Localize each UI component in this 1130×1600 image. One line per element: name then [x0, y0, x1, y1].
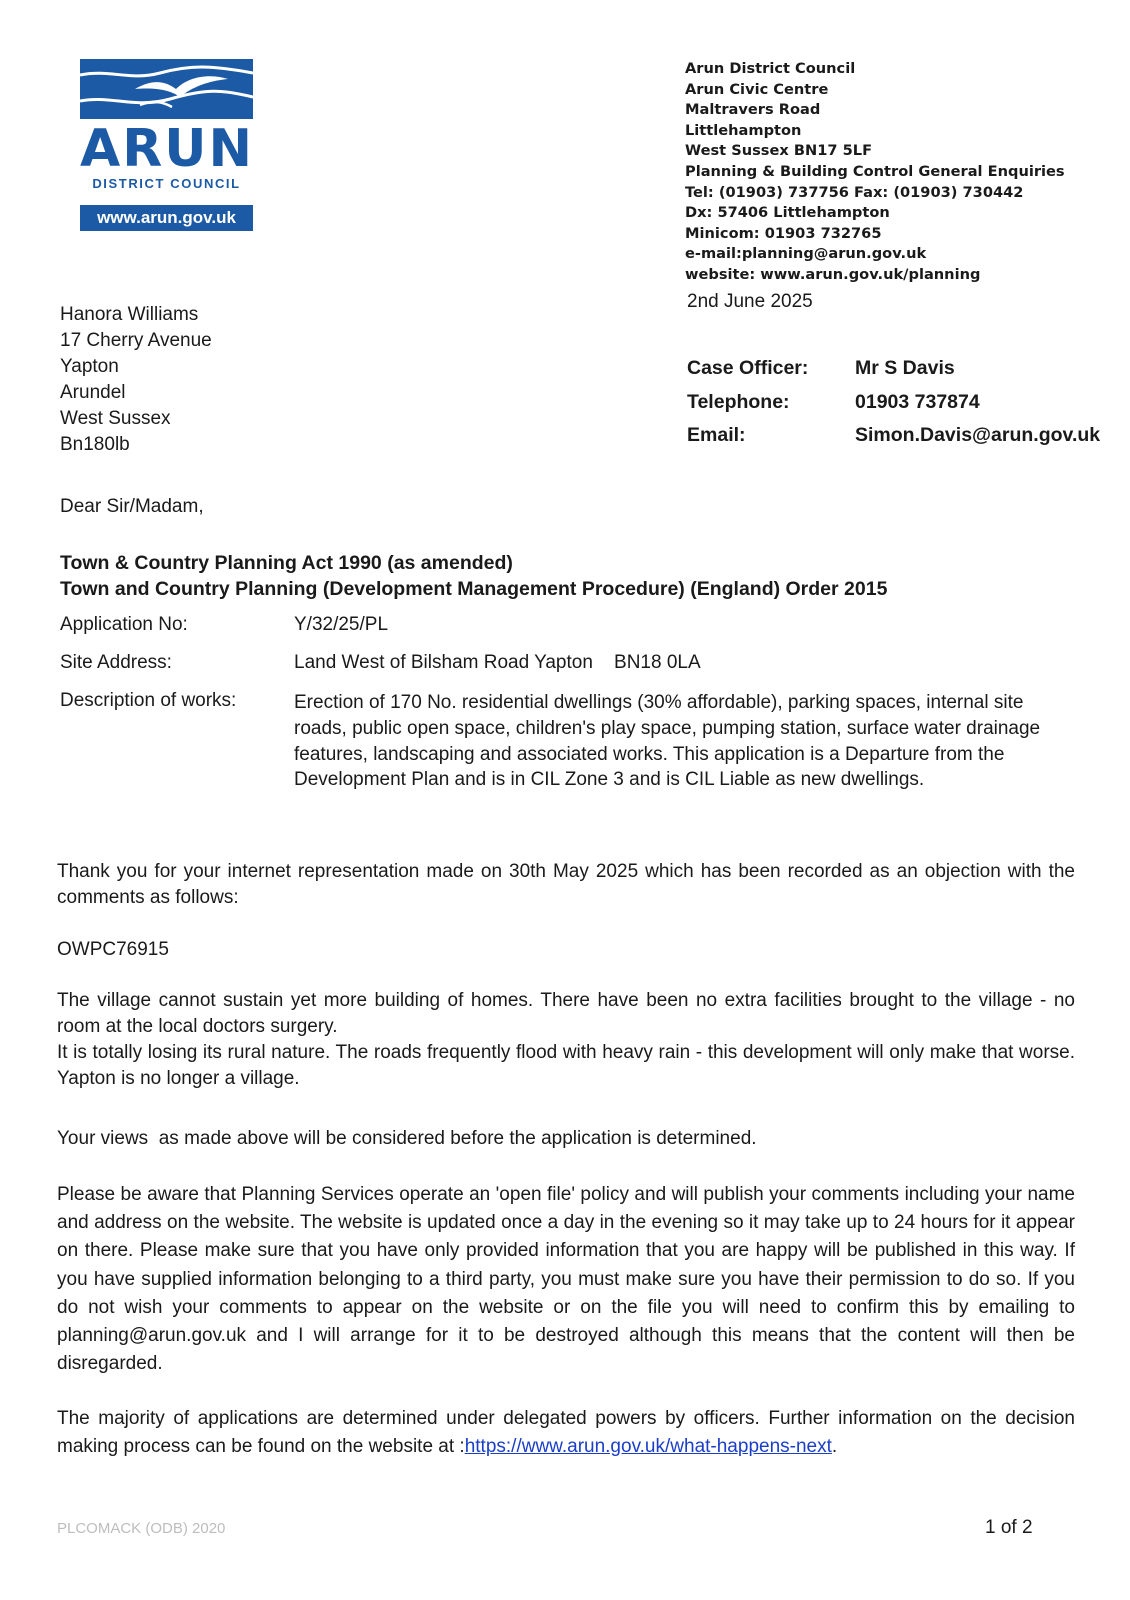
council-address-line: Minicom: 01903 732765 — [685, 224, 882, 242]
delegated-powers-paragraph — [57, 1405, 1075, 1461]
letter-date: 2nd June 2025 — [687, 291, 813, 312]
case-officer-block — [687, 352, 1100, 453]
recipient-line: Hanora Williams — [60, 304, 199, 325]
recipient-line: West Sussex — [60, 408, 171, 429]
council-address-line: Arun District Council — [685, 60, 856, 77]
representation-reference: OWPC76915 — [57, 939, 169, 960]
telephone-value: 01903 737874 — [855, 390, 980, 413]
legislation-line: Town & Country Planning Act 1990 (as amended) — [60, 552, 513, 574]
council-address-line: Arun Civic Centre — [685, 80, 829, 98]
comment-line: The village cannot sustain yet more building of homes. There have been no extra facilities brought to the village - no room at the local doctors surgery. — [57, 990, 1075, 1037]
application-number-value: Y/32/25/PL — [294, 614, 389, 635]
email-row — [687, 419, 1100, 453]
recipient-line: Bn180lb — [60, 434, 130, 455]
legislation-heading — [60, 550, 887, 602]
views-paragraph: Your views as made above will be considered before the application is determined. — [57, 1128, 757, 1149]
recipient-address — [60, 302, 212, 458]
council-address-line: website: www.arun.gov.uk/planning — [685, 265, 981, 283]
case-officer-value: Mr S Davis — [855, 357, 955, 379]
email-label: Email: — [687, 424, 746, 446]
site-address-label: Site Address: — [60, 652, 172, 673]
logo-website: www.arun.gov.uk — [80, 205, 253, 231]
comment-line: It is totally losing its rural nature. The roads frequently flood with heavy rain - this development will only make that worse. Yapton is no longer a village. — [57, 1042, 1075, 1089]
recipient-line: Arundel — [60, 382, 126, 403]
logo-subtitle: DISTRICT COUNCIL — [92, 176, 241, 191]
site-address-value: Land West of Bilsham Road Yapton BN18 0LA — [294, 652, 701, 673]
council-address-line: Tel: (01903) 737756 Fax: (01903) 730442 — [685, 183, 1024, 201]
council-address-line: Planning & Building Control General Enquiries — [685, 162, 1065, 180]
description-label: Description of works: — [60, 690, 237, 711]
council-address-line: Dx: 57406 Littlehampton — [685, 204, 890, 222]
council-address-line: Maltravers Road — [685, 101, 821, 119]
telephone-label: Telephone: — [687, 390, 790, 413]
comment-paragraph — [57, 988, 1075, 1092]
open-file-paragraph: Please be aware that Planning Services operate an 'open file' policy and will publish your comments including your name and address on the website. The website is updated once a day in the evening so it may take up to 24 hours for it appear on there. Please make sure that you have only provided information that you are happy will be published in this way. If you have supplied information belonging to a third party, you must make sure you have their permission to do so. If you do not wish your comments to appear on the website or on the file you will need to confirm this by emailing to planning@arun.gov.uk and I will arrange for it to be destroyed although this means that the content will then be disregarded. — [57, 1184, 1075, 1375]
council-logo — [80, 59, 253, 232]
description-value: Erection of 170 No. residential dwellings (30% affordable), parking spaces, internal site roads, public open space, children's play space, pumping station, surface water drainage features, landscaping and associated works. This application is a Departure from the Development Plan and is in CIL Zone 3 and is CIL Liable as new dwellings. — [294, 692, 1041, 791]
application-number-label: Application No: — [60, 614, 188, 635]
council-address-block — [685, 59, 1065, 286]
delegated-powers-end: . — [831, 1436, 838, 1457]
legislation-line: Town and Country Planning (Development Management Procedure) (England) Order 2015 — [60, 578, 888, 600]
thanks-paragraph: Thank you for your internet representation made on 30th May 2025 which has been recorded as an objection with the comments as follows: — [57, 861, 1075, 908]
council-address-line: Littlehampton — [685, 121, 802, 139]
recipient-line: Yapton — [60, 356, 119, 377]
seagull-waves-icon — [80, 59, 253, 119]
case-officer-label: Case Officer: — [687, 357, 809, 379]
telephone-row — [687, 386, 1100, 420]
document-code: PLCOMACK (ODB) 2020 — [57, 1520, 226, 1537]
council-address-line: e-mail:planning@arun.gov.uk — [685, 245, 927, 263]
salutation: Dear Sir/Madam, — [60, 496, 204, 517]
council-address-line: West Sussex BN17 5LF — [685, 142, 873, 160]
recipient-line: 17 Cherry Avenue — [60, 330, 212, 351]
delegated-powers-text: The majority of applications are determined under delegated powers by officers. Further information on the decision making process can be found on the website at : — [57, 1408, 1075, 1457]
what-happens-next-link[interactable]: https://www.arun.gov.uk/what-happens-next — [464, 1436, 832, 1457]
page-number: 1 of 2 — [985, 1517, 1033, 1538]
case-officer-row — [687, 352, 1100, 386]
email-value: Simon.Davis@arun.gov.uk — [855, 424, 1101, 446]
logo-wordmark: ARUN — [80, 119, 255, 179]
